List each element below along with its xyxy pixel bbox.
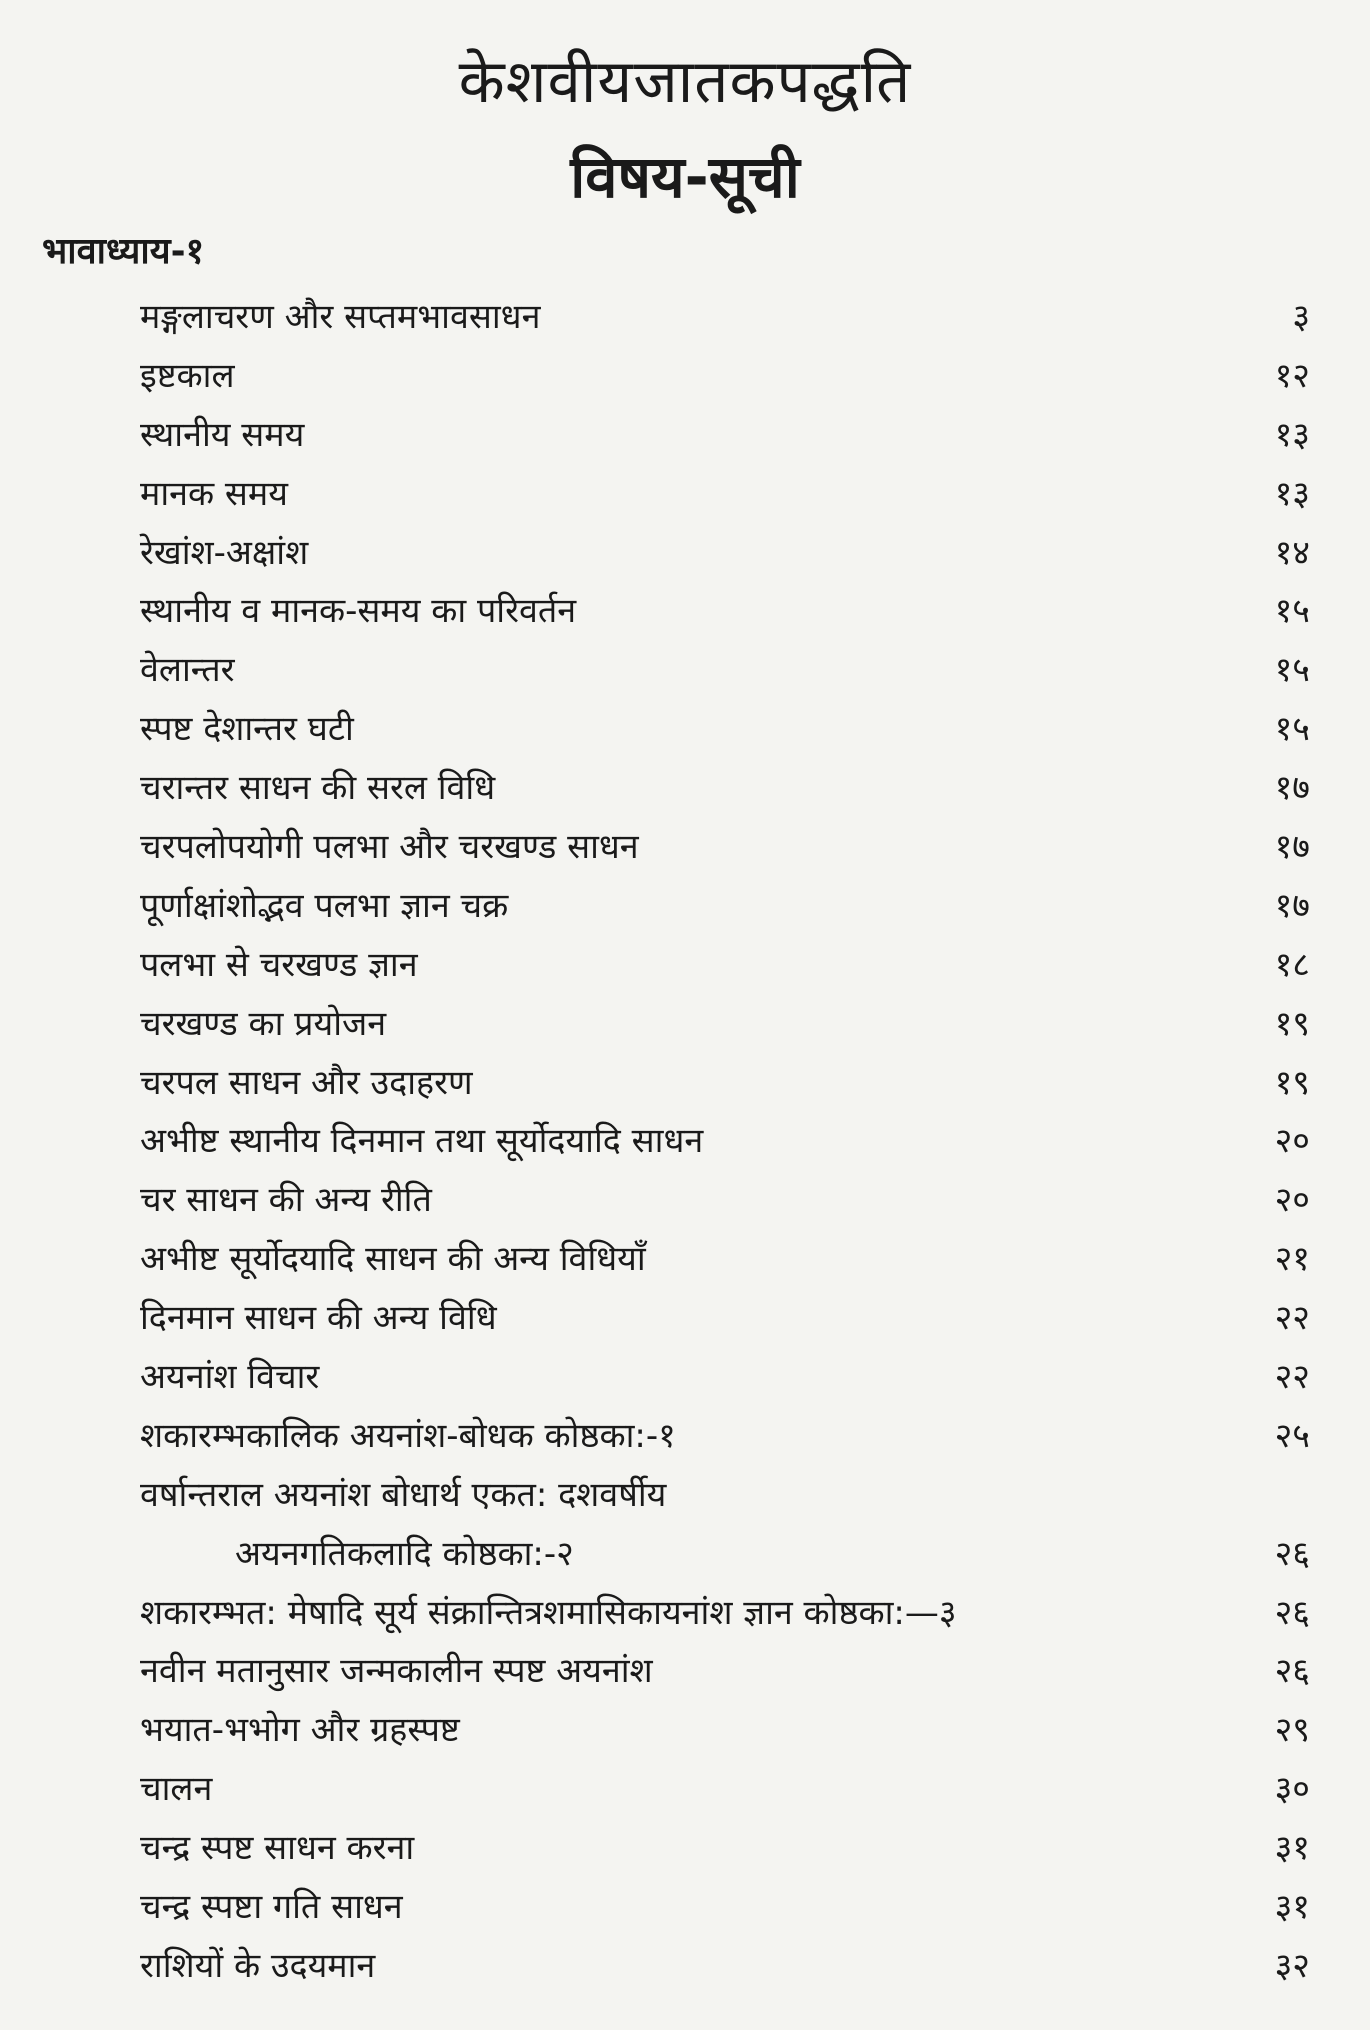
toc-entry-page-number: २६: [1274, 1533, 1310, 1574]
toc-entry: [0, 936, 1370, 995]
toc-entry-label: चन्द्र स्पष्टा गति साधन: [140, 1887, 403, 1928]
toc-entry-label: चरपल साधन और उदाहरण: [140, 1062, 473, 1103]
toc-entry: [0, 641, 1370, 700]
toc-entry-label: वर्षान्तराल अयनांश बोधार्थ एकत: दशवर्षीय: [140, 1474, 667, 1515]
toc-entry: [0, 1466, 1370, 1525]
toc-list: [0, 288, 1370, 1996]
toc-entry-label: रेखांश-अक्षांश: [140, 532, 309, 573]
toc-entry: [0, 995, 1370, 1054]
toc-entry-label: चरपलोपयोगी पलभा और चरखण्ड साधन: [140, 827, 639, 868]
toc-entry-page-number: २६: [1274, 1592, 1310, 1633]
toc-entry-page-number: ३०: [1274, 1769, 1310, 1810]
toc-entry: [0, 524, 1370, 583]
toc-entry: [0, 406, 1370, 465]
toc-entry-page-number: १९: [1274, 1062, 1310, 1103]
toc-entry-label: अयनगतिकलादि कोष्ठका:-२: [235, 1533, 574, 1574]
page-subtitle: विषय-सूची: [570, 143, 800, 211]
toc-entry-page-number: १४: [1274, 532, 1310, 573]
toc-entry: [0, 1878, 1370, 1937]
toc-entry: [0, 1112, 1370, 1171]
toc-entry: [0, 1348, 1370, 1407]
toc-entry-page-number: १७: [1274, 827, 1310, 868]
toc-entry-page-number: ३२: [1274, 1945, 1310, 1986]
toc-entry-page-number: २९: [1274, 1710, 1310, 1751]
toc-entry: [0, 1525, 1370, 1584]
toc-entry: [0, 1642, 1370, 1701]
toc-entry-label: शकारम्भत: मेषादि सूर्य संक्रान्तित्रशमासिकायनांश ज्ञान कोष्ठका:—३: [140, 1592, 957, 1633]
toc-entry-label: चरखण्ड का प्रयोजन: [140, 1003, 387, 1044]
toc-entry-label: चालन: [140, 1769, 213, 1810]
toc-entry-label: मानक समय: [140, 473, 288, 514]
toc-entry: [0, 877, 1370, 936]
toc-entry: [0, 582, 1370, 641]
toc-entry: [0, 1584, 1370, 1643]
toc-entry-label: दिनमान साधन की अन्य विधि: [140, 1298, 497, 1339]
toc-entry-page-number: १५: [1274, 591, 1310, 632]
toc-entry-page-number: १७: [1274, 768, 1310, 809]
toc-entry-page-number: १२: [1274, 355, 1310, 396]
book-title: केशवीयजातकपद्धति: [458, 47, 912, 117]
toc-entry: [0, 1054, 1370, 1113]
toc-entry-page-number: १८: [1274, 944, 1310, 985]
toc-entry-page-number: १५: [1274, 709, 1310, 750]
toc-entry-page-number: ३१: [1274, 1828, 1310, 1869]
toc-entry-page-number: १७: [1274, 885, 1310, 926]
toc-entry-page-number: १५: [1274, 650, 1310, 691]
toc-entry-page-number: १३: [1274, 414, 1310, 455]
toc-entry: [0, 347, 1370, 406]
toc-entry-label: नवीन मतानुसार जन्मकालीन स्पष्ट अयनांश: [140, 1651, 653, 1692]
toc-entry-label: अयनांश विचार: [140, 1357, 320, 1398]
toc-entry-label: चरान्तर साधन की सरल विधि: [140, 768, 496, 809]
toc-entry: [0, 1701, 1370, 1760]
toc-entry: [0, 288, 1370, 347]
toc-entry: [0, 1819, 1370, 1878]
toc-entry-page-number: ३: [1292, 297, 1310, 337]
toc-entry-page-number: २६: [1274, 1651, 1310, 1692]
section-heading: भावाध्याय-१: [42, 231, 205, 272]
toc-entry: [0, 465, 1370, 524]
toc-entry-label: स्थानीय व मानक-समय का परिवर्तन: [140, 591, 577, 632]
toc-entry-label: अभीष्ट स्थानीय दिनमान तथा सूर्योदयादि साधन: [140, 1121, 704, 1162]
toc-entry: [0, 1937, 1370, 1996]
toc-entry-label: वेलान्तर: [140, 650, 235, 691]
toc-entry-page-number: १९: [1274, 1003, 1310, 1044]
toc-entry-page-number: १३: [1274, 473, 1310, 514]
toc-entry-page-number: २०: [1274, 1180, 1310, 1221]
toc-entry-label: पलभा से चरखण्ड ज्ञान: [140, 944, 418, 985]
toc-entry-label: अभीष्ट सूर्योदयादि साधन की अन्य विधियाँ: [140, 1239, 646, 1280]
toc-entry-label: मङ्गलाचरण और सप्तमभावसाधन: [140, 297, 541, 337]
toc-entry-label: चर साधन की अन्य रीति: [140, 1180, 432, 1221]
toc-entry: [0, 700, 1370, 759]
toc-entry-label: चन्द्र स्पष्ट साधन करना: [140, 1828, 415, 1869]
toc-entry: [0, 1171, 1370, 1230]
toc-entry: [0, 1289, 1370, 1348]
toc-entry-label: स्पष्ट देशान्तर घटी: [140, 709, 354, 750]
toc-entry-label: स्थानीय समय: [140, 414, 305, 455]
toc-entry-label: इष्टकाल: [140, 355, 235, 396]
toc-entry-label: राशियों के उदयमान: [140, 1945, 376, 1986]
toc-entry: [0, 1407, 1370, 1466]
toc-entry-page-number: २२: [1274, 1298, 1310, 1339]
toc-entry: [0, 1760, 1370, 1819]
toc-entry-page-number: २१: [1274, 1239, 1310, 1280]
toc-entry-page-number: २२: [1274, 1357, 1310, 1398]
toc-entry-page-number: २५: [1274, 1415, 1310, 1456]
toc-entry: [0, 1230, 1370, 1289]
toc-entry-label: भयात-भभोग और ग्रहस्पष्ट: [140, 1710, 460, 1751]
toc-entry-label: शकारम्भकालिक अयनांश-बोधक कोष्ठका:-१: [140, 1415, 676, 1456]
toc-entry: [0, 818, 1370, 877]
toc-entry-page-number: ३१: [1274, 1887, 1310, 1928]
toc-entry-page-number: २०: [1274, 1121, 1310, 1162]
toc-entry: [0, 759, 1370, 818]
toc-entry-label: पूर्णाक्षांशोद्भव पलभा ज्ञान चक्र: [140, 885, 509, 926]
